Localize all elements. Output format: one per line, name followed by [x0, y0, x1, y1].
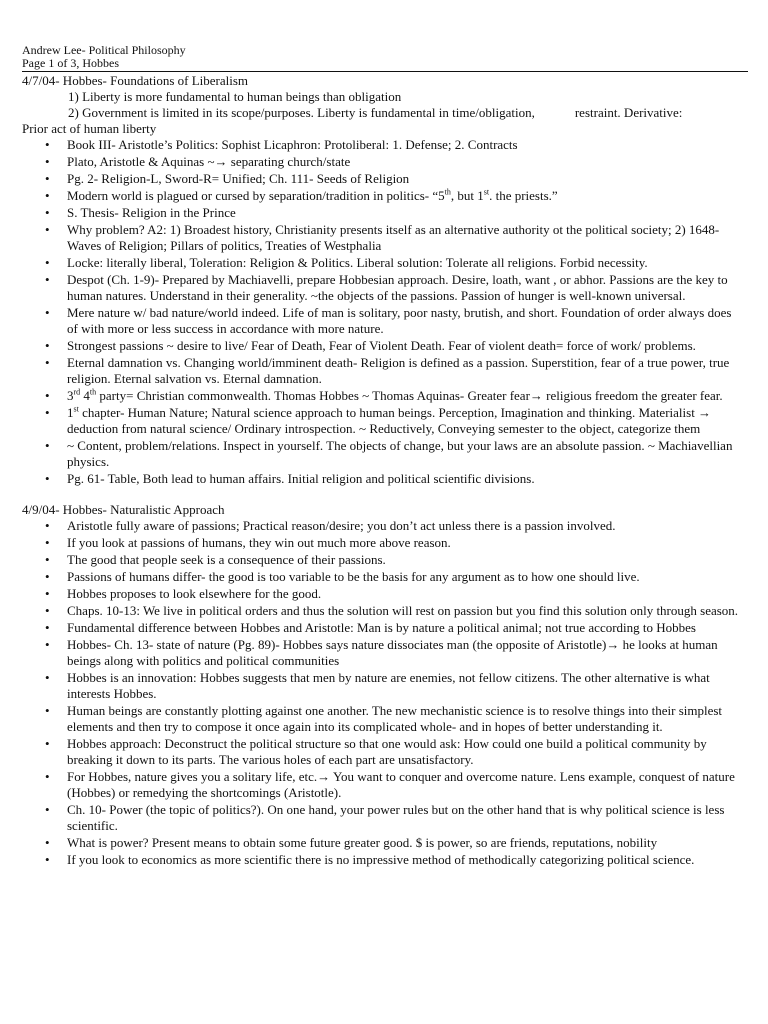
bullet-list-naturalistic — [22, 518, 748, 868]
numbered-point-2-tail: restraint. Derivative: — [574, 105, 683, 120]
list-item: • Hobbes approach: Deconstruct the political structure so that one would ask: How could one build a political community by breaking it down to its parts. The various holes of each part are unsatisfactory. — [45, 736, 707, 767]
list-item: • Plato, Aristotle & Aquinas ~→ separating church/state — [45, 154, 351, 169]
list-item: • ~ Content, problem/relations. Inspect in yourself. The objects of change, but your laws are an absolute passion. ~ Machiavellian physics. — [45, 438, 733, 469]
list-item: • Despot (Ch. 1-9)- Prepared by Machiavelli, prepare Hobbesian approach. Desire, loath, want , or abhor. Passions are the key to human natures. Understand in their generality. ~the objects of the passions. Passion of hunger is well-known universal. — [45, 272, 728, 303]
list-item: • S. Thesis- Religion in the Prince — [45, 205, 236, 220]
numbered-point-2-wrap: Prior act of human liberty — [22, 121, 157, 136]
bullet-icon: • — [45, 637, 50, 652]
list-item: • Hobbes proposes to look elsewhere for the good. — [45, 586, 322, 601]
list-item: • 1st chapter- Human Nature; Natural science approach to human beings. Perception, Imagination and thinking. Materialist → deduction from natural science/ Ordinary introspection. ~ Reductively, Conveying semester to the object, categorize them — [45, 404, 712, 436]
list-item: • Pg. 2- Religion-L, Sword-R= Unified; Ch. 111- Seeds of Religion — [45, 171, 410, 186]
page-header — [22, 44, 748, 70]
bullet-icon: • — [45, 535, 50, 550]
list-item: • If you look to economics as more scientific there is no impressive method of methodically categorizing political science. — [45, 852, 695, 867]
bullet-icon: • — [45, 736, 50, 751]
list-item: • The good that people seek is a consequence of their passions. — [45, 552, 386, 567]
bullet-icon: • — [45, 438, 50, 453]
bullet-icon: • — [45, 603, 50, 618]
list-item: • Strongest passions ~ desire to live/ Fear of Death, Fear of Violent Death. Fear of violent death= force of work/ problems. — [45, 338, 696, 353]
numbered-point-2-text: 2) Government is limited in its scope/purposes. Liberty is fundamental in time/obligation, — [68, 105, 535, 120]
header-page-info: Page 1 of 3, Hobbes — [22, 56, 119, 70]
bullet-icon: • — [45, 852, 50, 867]
bullet-icon: • — [45, 205, 50, 220]
list-item: • 3rd 4th party= Christian commonwealth. Thomas Hobbes ~ Thomas Aquinas- Greater fear→ religious freedom the greater fear. — [45, 387, 723, 403]
list-item: • Why problem? A2: 1) Broadest history, Christianity presents itself as an alternative authority ot the political society; 2) 1648- Waves of Religion; Pillars of politics, Treaties of Westphalia — [45, 222, 720, 253]
header-author-course: Andrew Lee- Political Philosophy — [22, 43, 186, 57]
list-item: • Ch. 10- Power (the topic of politics?). On one hand, your power rules but on the other hand that is why political science is less scientific. — [45, 802, 725, 833]
section-title-foundations: 4/7/04- Hobbes- Foundations of Liberalism — [22, 73, 249, 88]
list-item: • Hobbes is an innovation: Hobbes suggests that men by nature are enemies, not fellow citizens. The other alternative is what interests Hobbes. — [45, 670, 710, 701]
bullet-icon: • — [45, 188, 50, 203]
bullet-icon: • — [45, 802, 50, 817]
list-item: • For Hobbes, nature gives you a solitary life, etc.→ You want to conquer and overcome nature. Lens example, conquest of nature (Hobbes) or remedying the shortcomings (Aristotle). — [45, 769, 735, 800]
bullet-icon: • — [45, 171, 50, 186]
header-rule — [22, 71, 748, 72]
document-page — [22, 44, 748, 869]
bullet-icon: • — [45, 388, 50, 403]
bullet-icon: • — [45, 586, 50, 601]
bullet-icon: • — [45, 338, 50, 353]
list-item: • If you look at passions of humans, they win out much more above reason. — [45, 535, 451, 550]
bullet-list-foundations — [22, 137, 748, 487]
numbered-point-2 — [22, 105, 748, 121]
bullet-icon: • — [45, 471, 50, 486]
bullet-icon: • — [45, 222, 50, 237]
section-title-naturalistic: 4/9/04- Hobbes- Naturalistic Approach — [22, 502, 225, 517]
bullet-icon: • — [45, 769, 50, 784]
list-item: • Aristotle fully aware of passions; Practical reason/desire; you don’t act unless there is a passion involved. — [45, 518, 616, 533]
list-item: • Passions of humans differ- the good is too variable to be the basis for any argument as to how one should live. — [45, 569, 640, 584]
bullet-icon: • — [45, 355, 50, 370]
bullet-icon: • — [45, 703, 50, 718]
bullet-icon: • — [45, 518, 50, 533]
list-item: • Fundamental difference between Hobbes and Aristotle: Man is by nature a political animal; not true according to Hobbes — [45, 620, 696, 635]
bullet-icon: • — [45, 569, 50, 584]
bullet-icon: • — [45, 405, 50, 420]
bullet-icon: • — [45, 835, 50, 850]
bullet-icon: • — [45, 137, 50, 152]
bullet-icon: • — [45, 154, 50, 169]
numbered-point-1: 1) Liberty is more fundamental to human beings than obligation — [68, 89, 402, 104]
list-item: • Chaps. 10-13: We live in political orders and thus the solution will rest on passion but you find this solution only through season. — [45, 603, 739, 618]
list-item: • Modern world is plagued or cursed by separation/tradition in politics- “5th, but 1st. the priests.” — [45, 187, 558, 203]
bullet-icon: • — [45, 272, 50, 287]
list-item: • Mere nature w/ bad nature/world indeed. Life of man is solitary, poor nasty, brutish, and short. Foundation of order always does of with more or less success in accordance with more nature. — [45, 305, 732, 336]
list-item: • Book III- Aristotle’s Politics: Sophist Licaphron: Protoliberal: 1. Defense; 2. Contracts — [45, 137, 518, 152]
bullet-icon: • — [45, 620, 50, 635]
list-item: • Pg. 61- Table, Both lead to human affairs. Initial religion and political scientific divisions. — [45, 471, 535, 486]
list-item: • What is power? Present means to obtain some future greater good. $ is power, so are friends, reputations, nobility — [45, 835, 658, 850]
list-item: • Locke: literally liberal, Toleration: Religion & Politics. Liberal solution: Tolerate all religions. Forbid necessity. — [45, 255, 648, 270]
section-spacer — [22, 488, 748, 502]
list-item: • Eternal damnation vs. Changing world/imminent death- Religion is defined as a passion. Superstition, fear of a true power, true religion. Eternal salvation vs. Eternal damnation. — [45, 355, 730, 386]
bullet-icon: • — [45, 670, 50, 685]
bullet-icon: • — [45, 552, 50, 567]
list-item: • Human beings are constantly plotting against one another. The new mechanistic science is to resolve things into their simplest elements and then try to compose it once again into its complicated whole- and in hopes of better understanding it. — [45, 703, 723, 734]
list-item: • Hobbes- Ch. 13- state of nature (Pg. 89)- Hobbes says nature dissociates man (the opposite of Aristotle)→ he looks at human beings along with politics and political communities — [45, 637, 718, 668]
bullet-icon: • — [45, 255, 50, 270]
bullet-icon: • — [45, 305, 50, 320]
